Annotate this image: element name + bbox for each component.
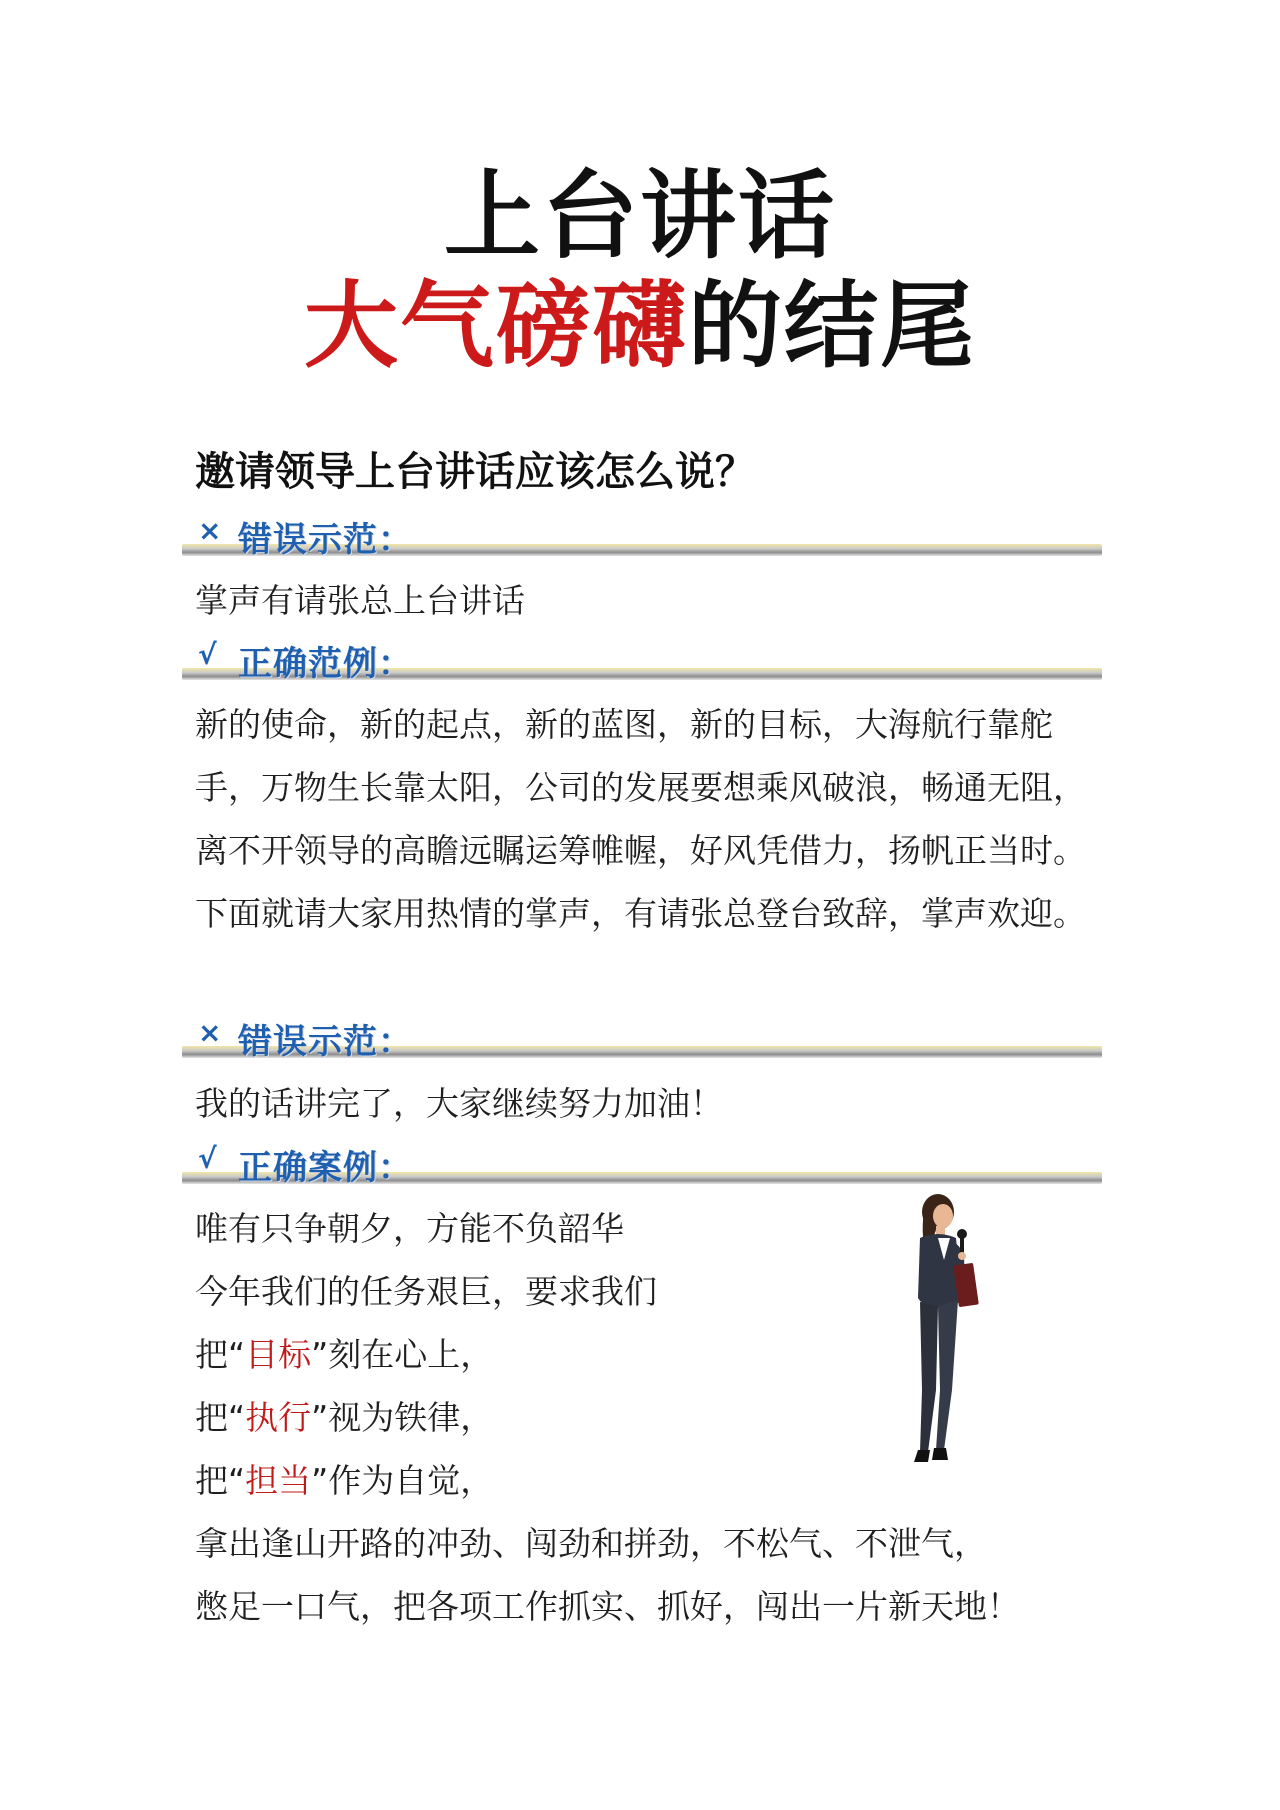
subtitle-red-part: 大气磅礴 bbox=[303, 272, 688, 381]
check-icon: √ bbox=[198, 1142, 217, 1175]
section-label: 错误示范： bbox=[238, 520, 413, 560]
text-line: 憋足一口气，把各项工作抓实、抓好，闯出一片新天地！ bbox=[195, 1587, 1020, 1626]
line-suffix: ”视为铁律， bbox=[311, 1398, 494, 1437]
text-line: 拿出逢山开路的冲劲、闯劲和拼劲，不松气、不泄气， bbox=[195, 1524, 987, 1563]
text-line: 下面就请大家用热情的掌声，有请张总登台致辞，掌声欢迎。 bbox=[195, 894, 1086, 933]
text-line: 今年我们的任务艰巨，要求我们 bbox=[195, 1272, 657, 1311]
highlight-word: 担当 bbox=[245, 1461, 312, 1500]
cross-icon: × bbox=[198, 514, 222, 547]
text-line bbox=[195, 1461, 494, 1500]
speaker-woman-icon bbox=[880, 1190, 1000, 1490]
section-bar-wrong-1 bbox=[182, 512, 1102, 560]
text-line: 掌声有请张总上台讲话 bbox=[195, 581, 525, 620]
section-bar-wrong-2 bbox=[182, 1014, 1102, 1062]
line-prefix: 把“ bbox=[195, 1398, 246, 1437]
text-line: 我的话讲完了，大家继续努力加油！ bbox=[195, 1084, 723, 1123]
text-line: 新的使命，新的起点，新的蓝图，新的目标，大海航行靠舵 bbox=[195, 705, 1053, 744]
line-prefix: 把“ bbox=[195, 1335, 246, 1374]
text-line bbox=[195, 1398, 494, 1437]
highlight-word: 目标 bbox=[245, 1335, 312, 1374]
cross-icon: × bbox=[198, 1016, 222, 1049]
check-icon: √ bbox=[198, 638, 217, 671]
section-label: 错误示范： bbox=[238, 1022, 413, 1062]
section-label: 正确案例： bbox=[238, 1148, 413, 1188]
section-bar-correct-1 bbox=[182, 636, 1102, 684]
section-label: 正确范例： bbox=[238, 644, 413, 684]
text-line: 手，万物生长靠太阳，公司的发展要想乘风破浪，畅通无阻， bbox=[195, 768, 1086, 807]
question-heading: 邀请领导上台讲话应该怎么说？ bbox=[195, 449, 755, 495]
subtitle-black-part: 的结尾 bbox=[688, 272, 977, 381]
text-line bbox=[195, 1335, 494, 1374]
text-line: 离不开领导的高瞻远瞩运筹帷幄，好风凭借力，扬帆正当时。 bbox=[195, 831, 1086, 870]
line-suffix: ”作为自觉， bbox=[311, 1461, 494, 1500]
page-subtitle bbox=[0, 272, 1280, 381]
line-suffix: ”刻在心上， bbox=[311, 1335, 494, 1374]
line-prefix: 把“ bbox=[195, 1461, 246, 1500]
text-line: 唯有只争朝夕，方能不负韶华 bbox=[195, 1209, 624, 1248]
highlight-word: 执行 bbox=[245, 1398, 312, 1437]
section-bar-correct-2 bbox=[182, 1140, 1102, 1188]
page-title: 上台讲话 bbox=[444, 160, 836, 272]
